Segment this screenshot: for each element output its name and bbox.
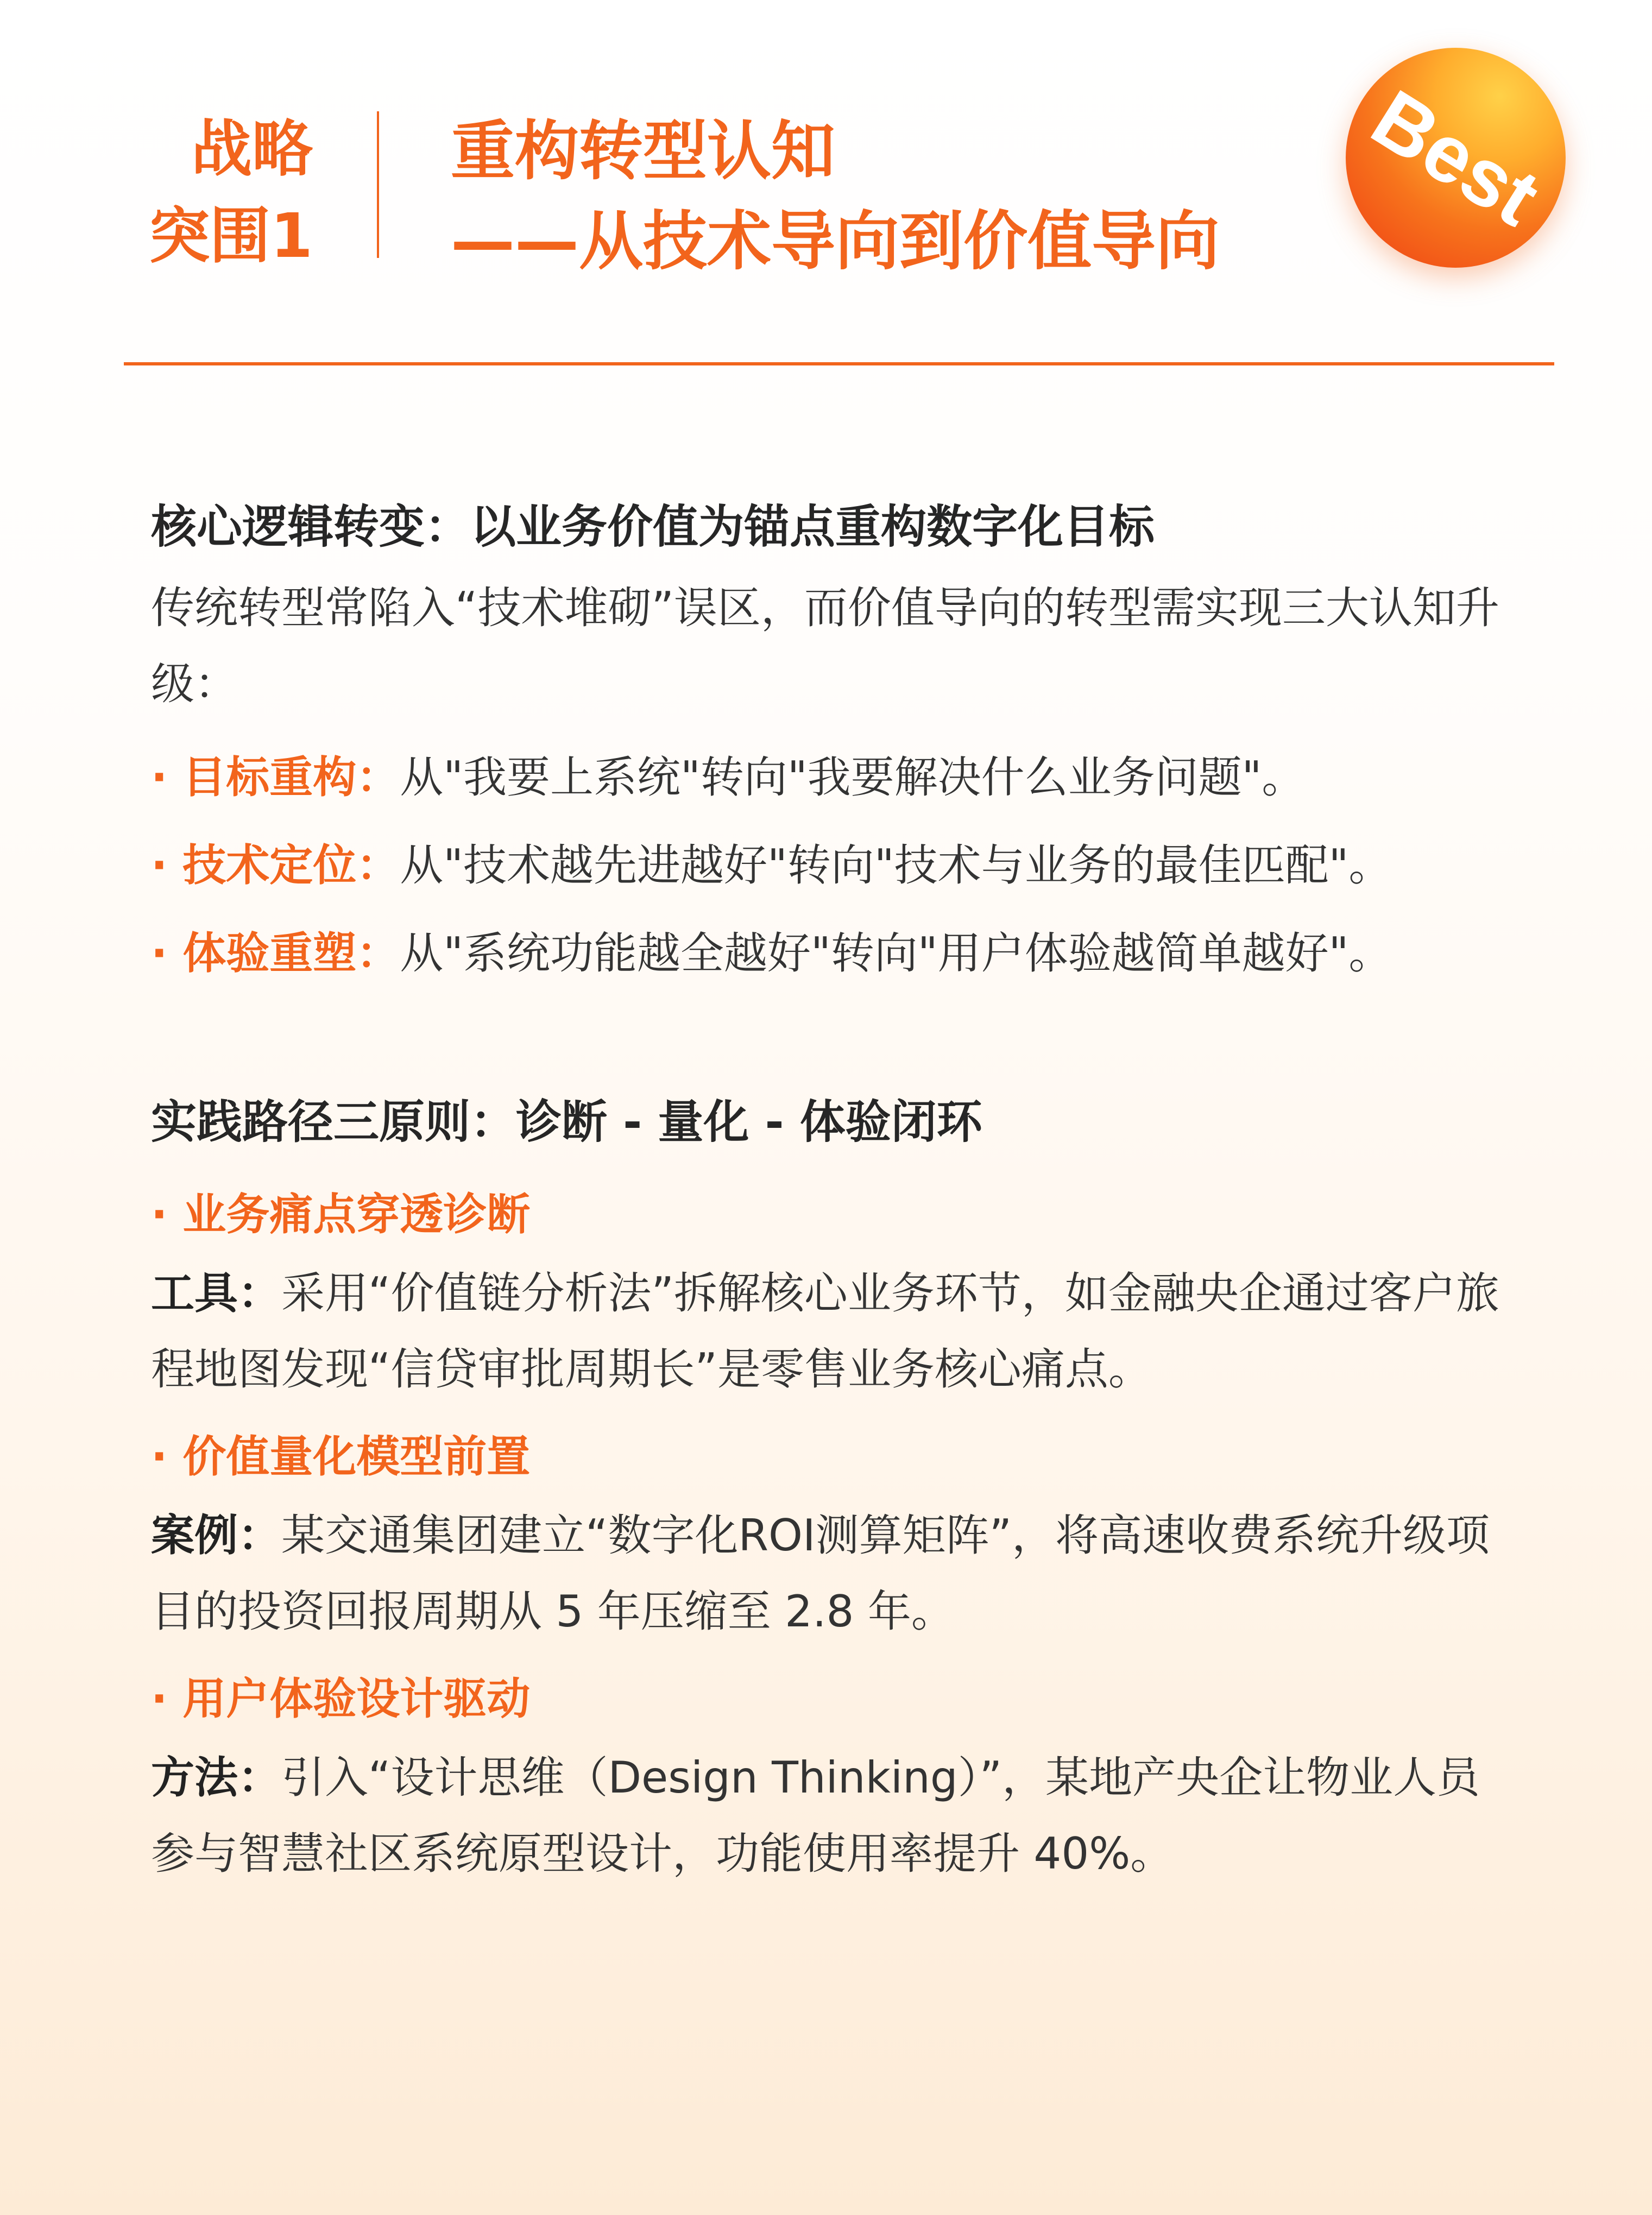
principle-subtitle: · 价值量化模型前置 [151,1431,531,1482]
bullet-key: · 体验重塑： [151,928,400,979]
header-divider [377,111,379,258]
strategy-label-line1: 战略 [191,114,313,185]
strategy-label [134,106,313,280]
header-rule [124,362,1554,365]
principle-body [151,1255,1519,1408]
principle-text: 引入“设计思维（Design Thinking）”，某地产央企让物业人员参与智慧社区系统原型设计，功能使用率提升 40%。 [151,1752,1480,1879]
principle-text: 采用“价值链分析法”拆解核心业务环节，如金融央企通过客户旅程地图发现“信贷审批周期长”是零售业务核心痛点。 [151,1268,1499,1394]
page-title [451,106,1220,286]
section1-title: 核心逻辑转变：以业务价值为锚点重构数字化目标 [151,500,1155,553]
strategy-label-line2: 突围1 [149,201,313,272]
principle-subtitle: · 用户体验设计驱动 [151,1674,531,1724]
principle-label: 工具： [151,1268,281,1318]
principle-text: 某交通集团建立“数字化ROI测算矩阵”，将高速收费系统升级项目的投资回报周期从 5 年压缩至 2.8 年。 [151,1510,1490,1637]
bullet-key: · 技术定位： [151,840,400,891]
best-badge [1346,48,1566,268]
page-title-line2: ——从技术导向到价值导向 [451,204,1220,279]
principle-subtitle: · 业务痛点穿透诊断 [151,1189,531,1240]
bullet-text: 从"技术越先进越好"转向"技术与业务的最佳匹配"。 [400,840,1392,891]
principle-label: 方法： [151,1752,281,1803]
section1-intro: 传统转型常陷入“技术堆砌”误区，而价值导向的转型需实现三大认知升级： [151,583,1499,709]
best-badge-text: Best [1357,72,1555,243]
section2-title: 实践路径三原则：诊断 - 量化 - 体验闭环 [151,1095,982,1148]
bullet-item [151,910,1519,997]
principle-label: 案例： [151,1510,281,1561]
bullet-item [151,734,1519,821]
bullet-text: 从"系统功能越全越好"转向"用户体验越简单越好"。 [400,928,1392,979]
bullet-item [151,822,1519,909]
main-content [151,483,1519,1892]
principle-body [151,1740,1519,1892]
bullet-text: 从"我要上系统"转向"我要解决什么业务问题"。 [400,752,1306,803]
page-title-line1: 重构转型认知 [451,113,836,188]
bullet-key: · 目标重构： [151,752,400,803]
principle-body [151,1498,1519,1650]
